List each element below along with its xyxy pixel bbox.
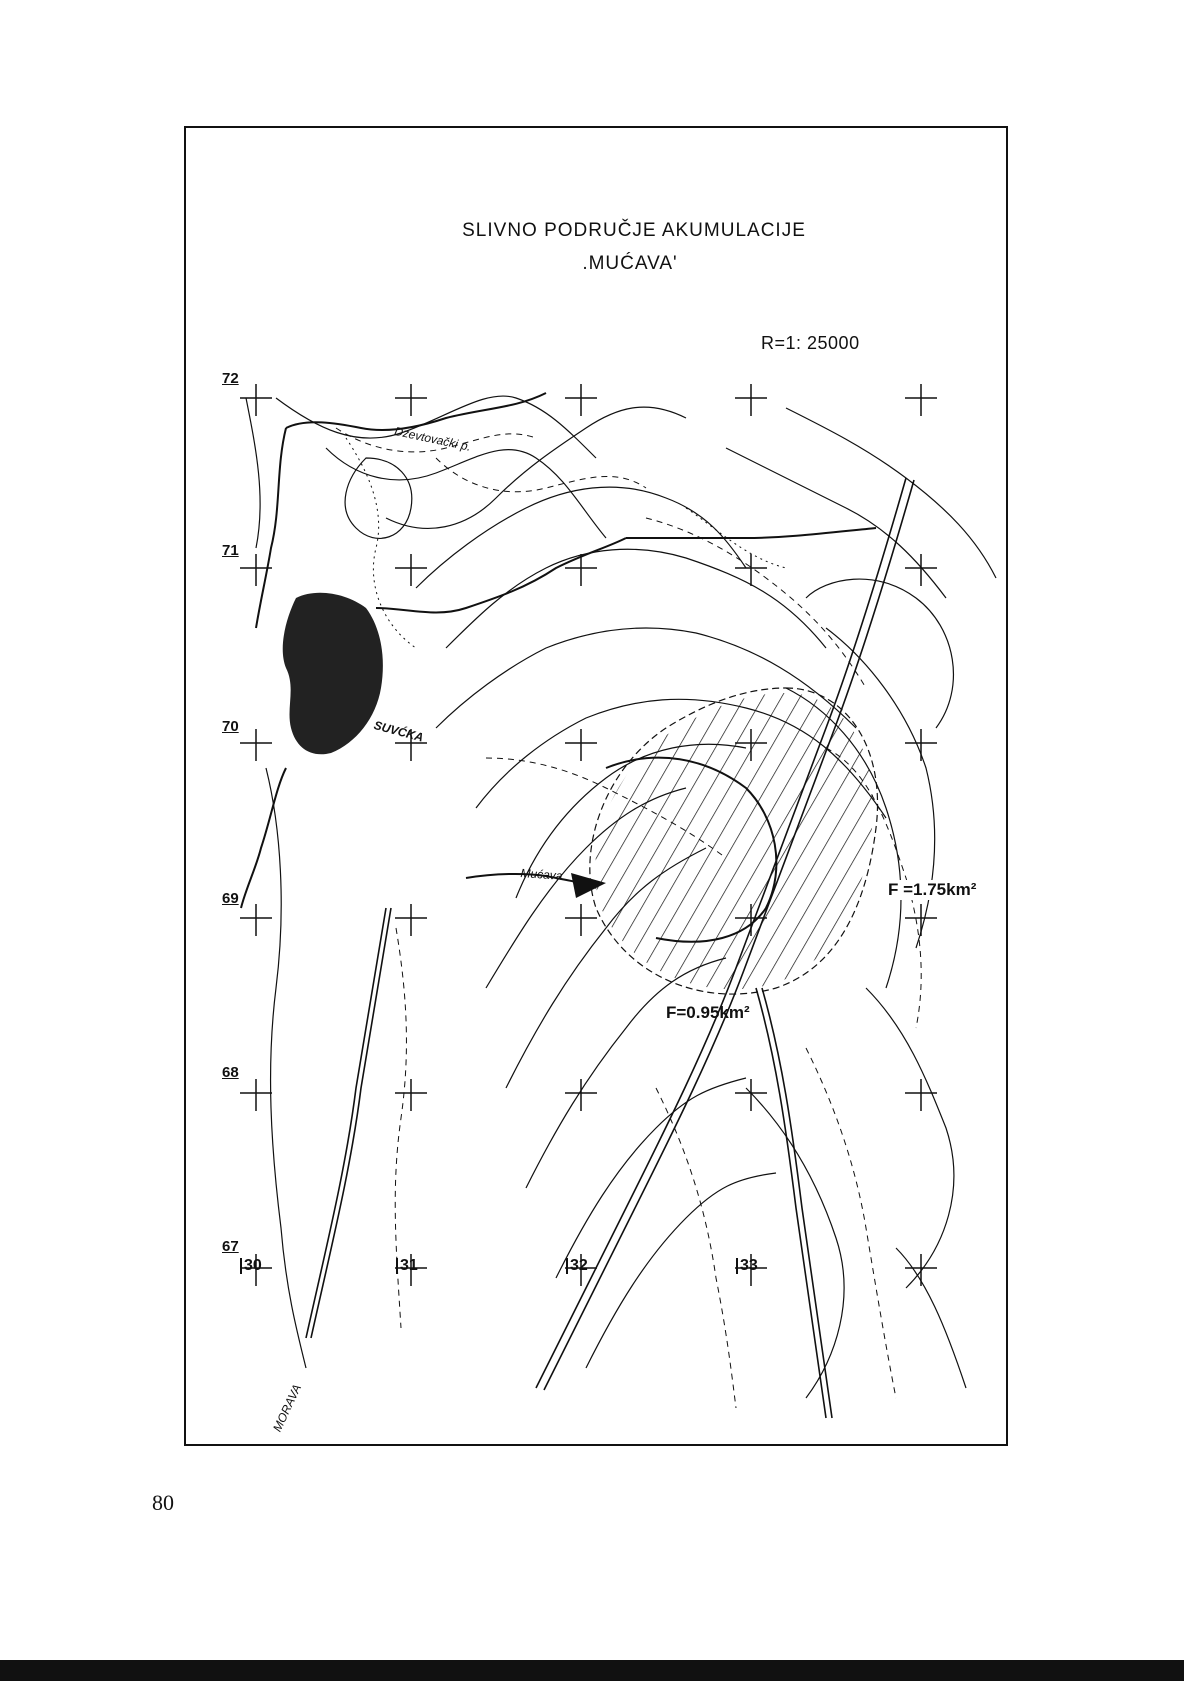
easting-label-31: 31: [396, 1258, 418, 1274]
map-subtitle: .MUĆAVA': [582, 253, 678, 274]
stream: [626, 528, 876, 538]
map-scale: R=1: 25000: [761, 333, 860, 353]
place-label-suvcka: SUVĆKA: [372, 718, 425, 745]
contour-line: [556, 1078, 746, 1278]
northing-label-72: 72: [222, 370, 239, 387]
contour-line: [345, 458, 412, 538]
northing-label-68: 68: [222, 1064, 239, 1081]
stream-label-dzevtovacki: Dzevtovački p.: [393, 424, 473, 454]
stream: [241, 768, 286, 908]
northing-label-70: 70: [222, 718, 239, 735]
contour-line: [746, 1088, 844, 1398]
easting-label-33: 33: [736, 1258, 758, 1274]
northing-label-67: 67: [222, 1238, 239, 1255]
stream: [256, 428, 286, 628]
contour-line: [786, 408, 996, 578]
area-label-large: F =1.75km²: [888, 880, 977, 899]
road: [306, 908, 386, 1338]
catchment-hatch: [566, 668, 906, 1008]
topographic-map: [186, 128, 1006, 1444]
map-frame: [184, 126, 1008, 1446]
northing-label-71: 71: [222, 542, 239, 559]
stream: [376, 538, 626, 612]
river-label-morava: MORAVA: [270, 1382, 305, 1434]
area-label-small: F=0.95km²: [666, 1003, 750, 1022]
contour-line: [726, 448, 946, 598]
northing-label-69: 69: [222, 890, 239, 907]
contour-line: [866, 988, 954, 1288]
road: [756, 988, 826, 1418]
contour-line: [276, 396, 596, 458]
contour-line: [446, 549, 826, 648]
contour-line: [266, 768, 306, 1368]
easting-label-32: 32: [566, 1258, 588, 1274]
dashed-contour: [656, 1088, 736, 1408]
contour-line: [386, 407, 686, 528]
dashed-contour: [646, 518, 866, 688]
scan-bottom-edge: [0, 1660, 1184, 1681]
page-number: 80: [152, 1490, 174, 1515]
contour-line: [526, 958, 726, 1188]
dashed-contour: [806, 1048, 896, 1398]
map-title: SLIVNO PODRUČJE AKUMULACIJE: [462, 220, 806, 241]
contour-line: [896, 1248, 966, 1388]
contour-line: [246, 398, 260, 548]
town-area: [283, 593, 383, 754]
stream-label-mucava: Mućava: [520, 866, 563, 883]
easting-label-30: 30: [240, 1258, 262, 1274]
